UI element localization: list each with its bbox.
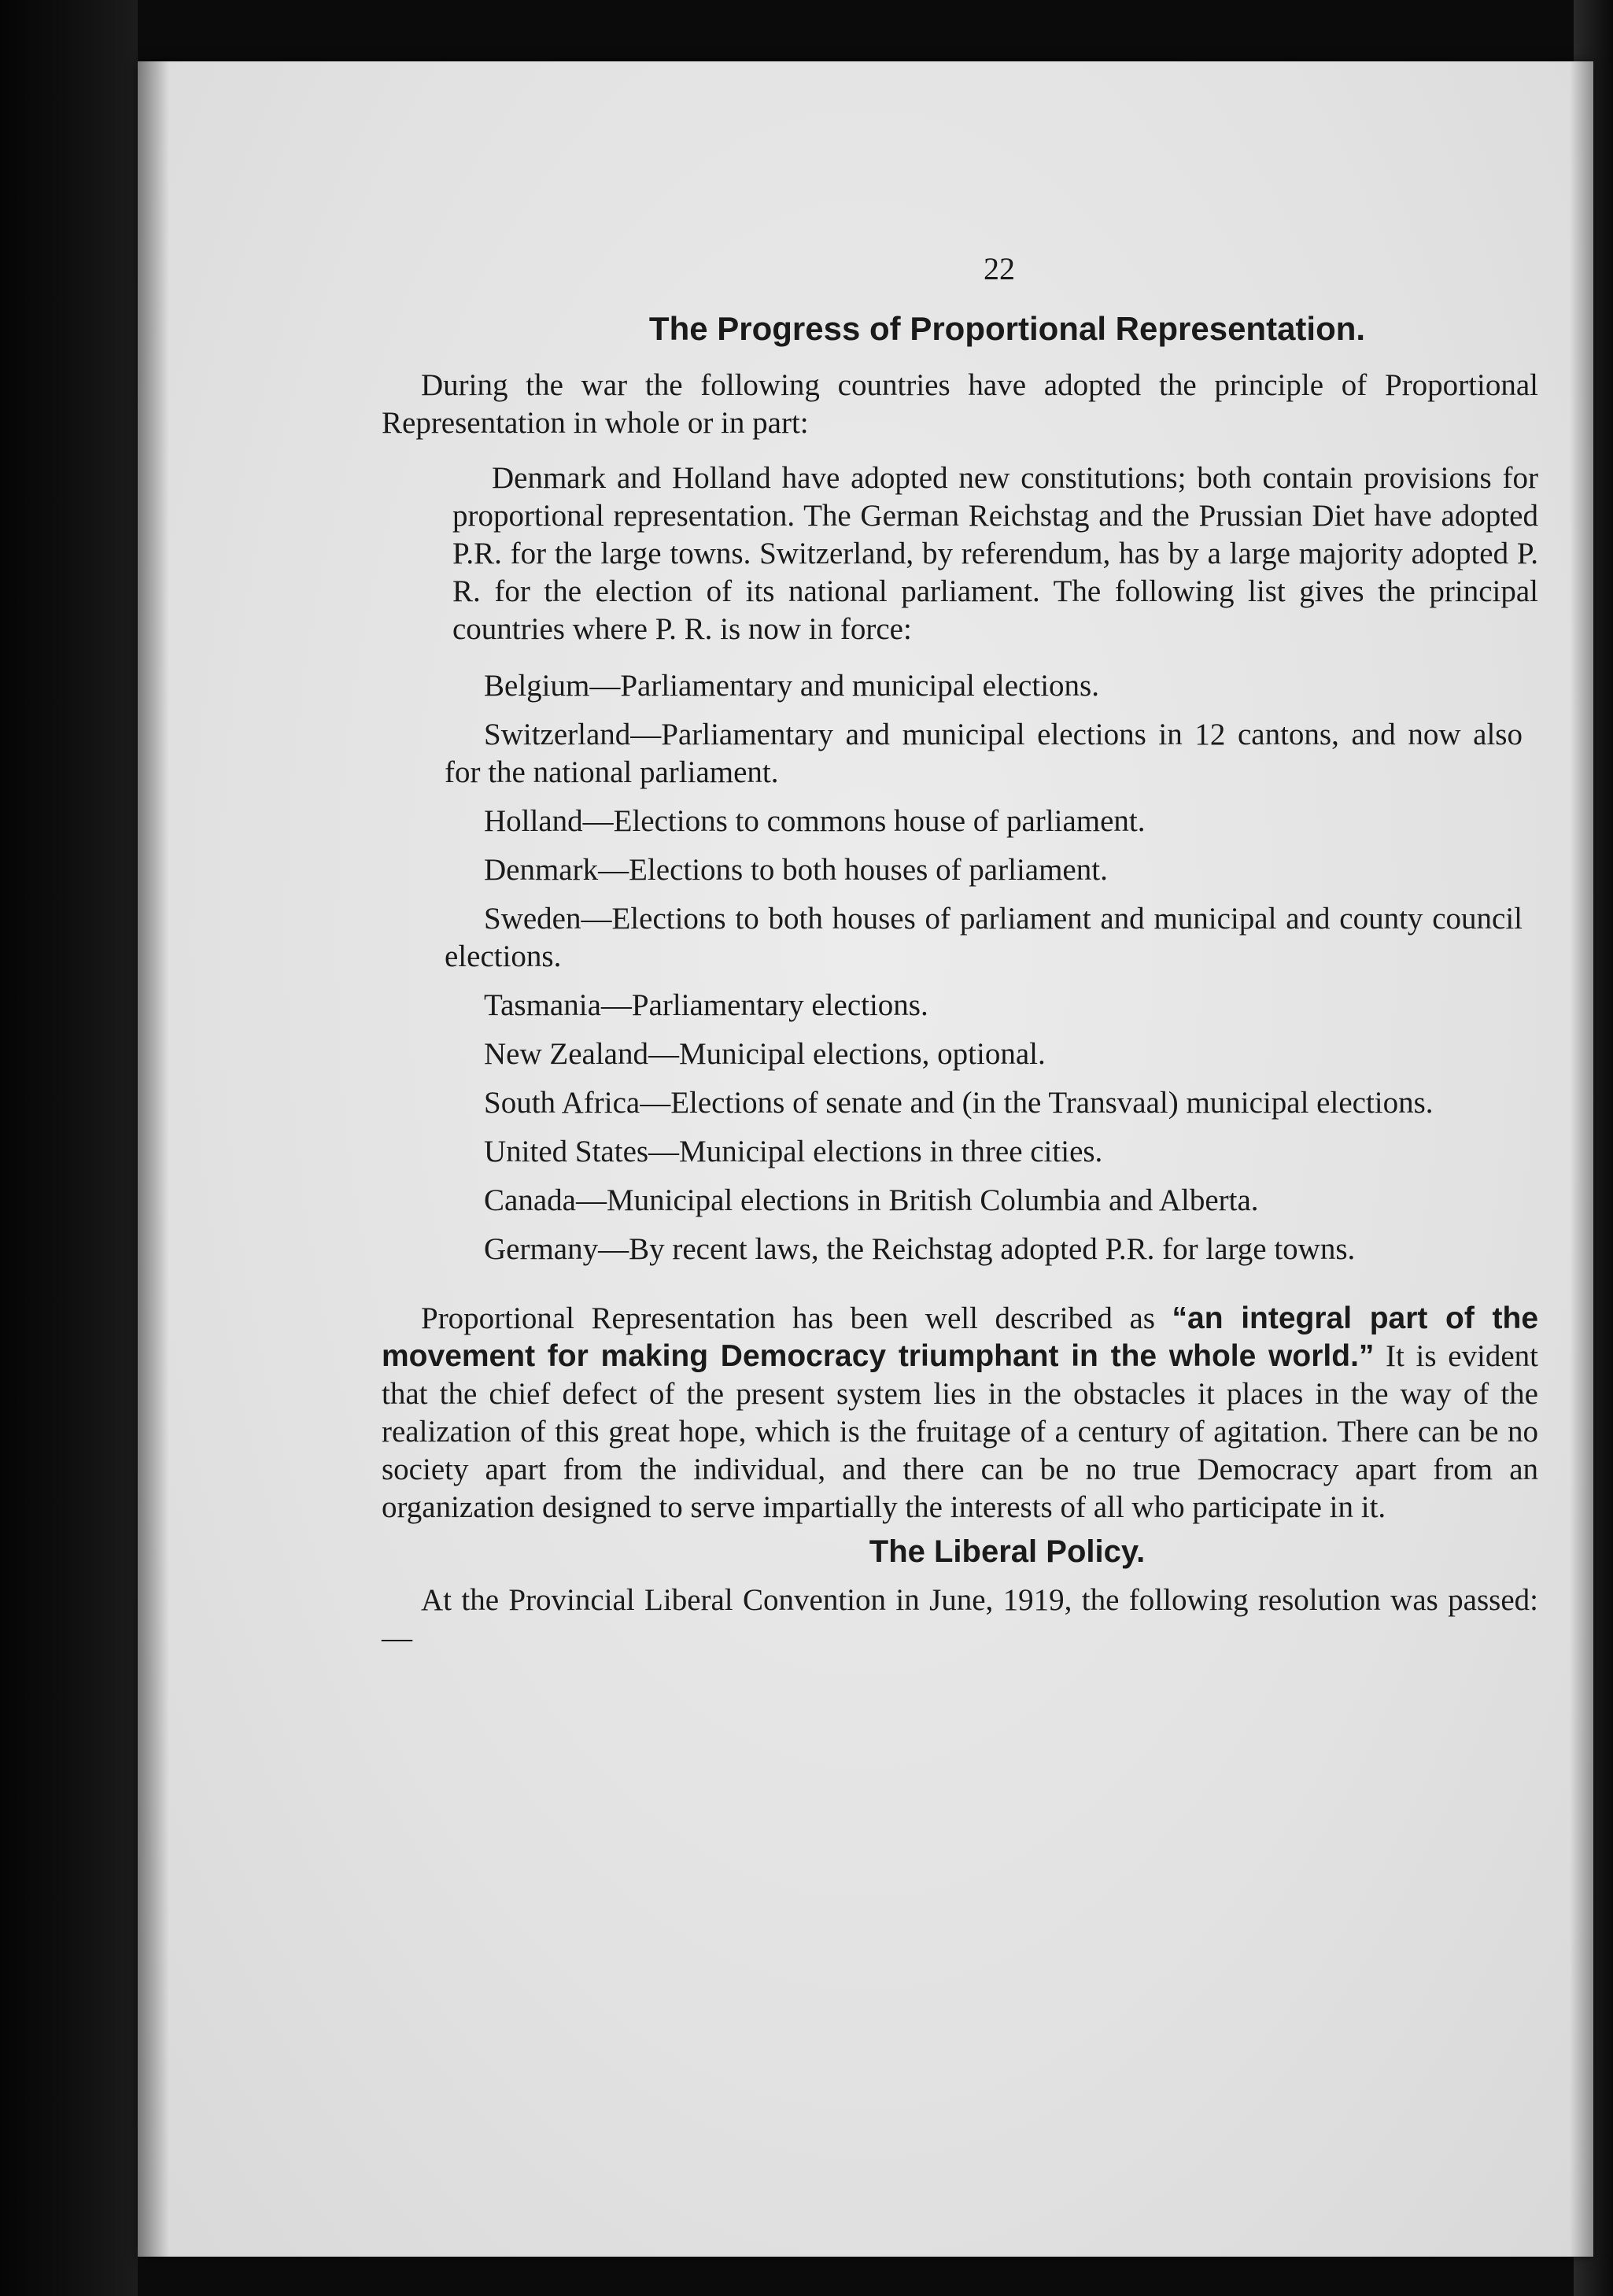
country-item: New Zealand—Municipal elections, optional.: [484, 1037, 1046, 1071]
country-item: South Africa—Elections of senate and (in the Transvaal) municipal elections.: [484, 1086, 1434, 1120]
country-item: Denmark—Elections to both houses of parliament.: [484, 853, 1108, 887]
quoted-paragraph: Denmark and Holland have adopted new constitutions; both contain provisions for proportional representation. The German Reichstag and the Prussian Diet have adopted P.R. for the large towns. Switzerland, by referendum, has by a large majority adopted P. R. for the election of its national parliament. The following list gives the principal countries where P. R. is now in force:: [452, 461, 1538, 646]
scan-border-left: [0, 0, 138, 2296]
page-shadow-right: [1570, 61, 1593, 2257]
closing-rest: It is evident that the chief defect of the present system lies in the obstacles it places in the way of the realization of this great hope, which is the fruitage of a century of agitation. There can be no society apart from the individual, and there can be no true Democracy apart from an organization designed to serve impartially the interests of all who participate in it.: [382, 1339, 1538, 1524]
page-shadow-left: [138, 61, 169, 2257]
country-item: Switzerland—Parliamentary and municipal elections in 12 cantons, and now also for the national parliament.: [445, 718, 1523, 789]
resolution-intro: At the Provincial Liberal Convention in June, 1919, the following resolution was passed:—: [382, 1583, 1538, 1655]
closing-emphasis: “an integral part of the movement for making Democracy triumphant in the whole world.”: [382, 1301, 1539, 1373]
country-item: Canada—Municipal elections in British Columbia and Alberta.: [484, 1183, 1259, 1217]
closing-lead: Proportional Representation has been well described as: [421, 1301, 1172, 1335]
country-item: Tasmania—Parliamentary elections.: [484, 988, 928, 1022]
closing-paragraph: [382, 1300, 1538, 1526]
country-item: Belgium—Parliamentary and municipal elections.: [484, 669, 1099, 703]
liberal-policy-heading: The Liberal Policy.: [869, 1534, 1146, 1569]
country-item: Holland—Elections to commons house of parliament.: [484, 804, 1146, 838]
document-page: [138, 61, 1593, 2257]
country-item: United States—Municipal elections in three cities.: [484, 1135, 1103, 1168]
page-number: 22: [984, 251, 1015, 286]
page-content: [382, 250, 1538, 1657]
intro-paragraph: During the war the following countries have adopted the principle of Proportional Representation in whole or in part:: [382, 368, 1538, 440]
country-item: Germany—By recent laws, the Reichstag adopted P.R. for large towns.: [484, 1232, 1356, 1266]
country-item: Sweden—Elections to both houses of parliament and municipal and county council elections.: [445, 902, 1523, 973]
section-heading: The Progress of Proportional Representation.: [648, 310, 1366, 347]
country-list: [382, 667, 1538, 1268]
